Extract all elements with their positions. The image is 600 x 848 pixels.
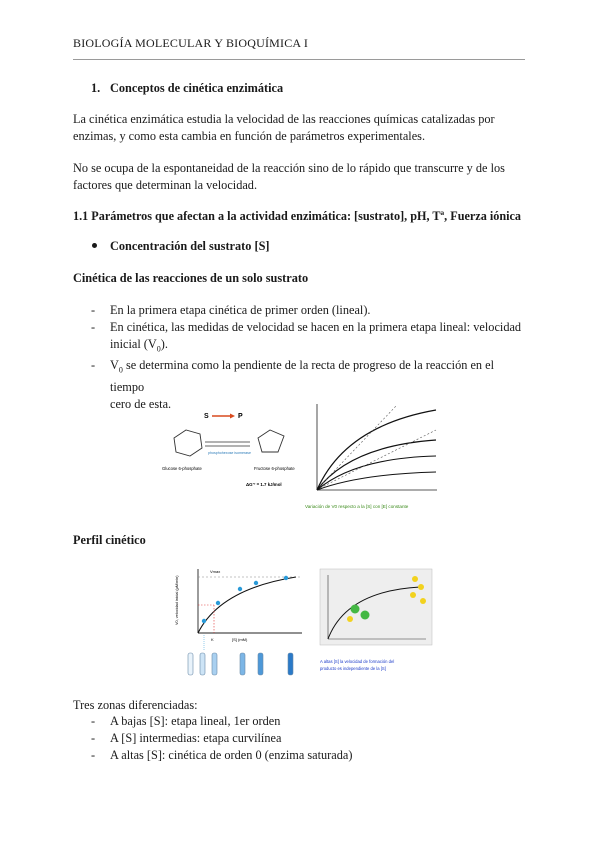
glucose-label: Glucose 6-phosphate	[162, 466, 202, 471]
kinetic-profile-heading: Perfil cinético	[73, 533, 146, 547]
test-tube-icon	[188, 653, 193, 675]
intro-p1-line1: La cinética enzimática estudia la velocidad de las reacciones químicas catalizadas por	[73, 112, 495, 126]
test-tube-icon	[200, 653, 205, 675]
substrate-icon	[412, 576, 418, 582]
reaction-p-label: P	[238, 413, 243, 420]
mm-y-axis-label: V0, velocidad inicial (µM/min)	[175, 575, 179, 625]
bullet-label: Concentración del sustrato [S]	[110, 239, 270, 253]
kinetics-heading: Cinética de las reacciones de un solo sustrato	[73, 271, 309, 285]
section-number: 1.	[91, 81, 101, 95]
list-dash: -	[91, 714, 96, 728]
progress-curve-4	[317, 472, 436, 490]
substrate-icon	[418, 584, 424, 590]
glucose-ring-icon	[174, 430, 202, 456]
test-tubes	[188, 653, 293, 675]
vmax-label: Vmax	[210, 569, 221, 574]
list-item: - A bajas [S]: etapa lineal, 1er orden	[91, 714, 281, 728]
zones-intro: Tres zonas diferenciadas:	[73, 698, 198, 712]
enzyme-icon	[351, 605, 360, 614]
section-title: Conceptos de cinética enzimática	[110, 81, 284, 95]
test-tube-icon	[258, 653, 263, 675]
data-point	[254, 581, 258, 585]
reaction-scheme	[162, 413, 295, 487]
list-item: - A altas [S]: cinética de orden 0 (enzima saturada)	[91, 748, 353, 762]
list-item: - En cinética, las medidas de velocidad se hacen en la primera etapa lineal: velocidad inicial $(V_0)$.	[91, 319, 531, 357]
fructose-label: Fructose 6-phosphate	[254, 466, 295, 471]
list-dash: -	[91, 358, 96, 373]
intro-paragraph-1	[73, 111, 495, 145]
zones-list	[91, 713, 531, 764]
reaction-arrowhead	[230, 414, 235, 419]
enzyme-label: phosphohexose isomerase	[208, 451, 251, 455]
michaelis-menten-chart	[175, 569, 302, 651]
list-item: - En la primera etapa cinética de primer orden (lineal).	[91, 303, 371, 317]
intro-paragraph-2	[73, 160, 505, 194]
list-item: - A [S] intermedias: etapa curvilínea	[91, 731, 282, 745]
data-point	[284, 576, 288, 580]
test-tube-icon	[240, 653, 245, 675]
list-item-line: inicial $(V_0)$.	[110, 337, 168, 354]
data-point	[238, 587, 242, 591]
mm-curve	[198, 577, 296, 633]
reaction-s-label: S	[204, 413, 209, 420]
intro-p1-line2: enzimas, y como esta cambia en función de parámetros experimentales.	[73, 129, 426, 143]
enzyme-icon	[361, 611, 370, 620]
figure-kinetic-profile	[170, 565, 440, 680]
list-dash: -	[91, 731, 96, 745]
figure2-caption-line1: A altas [S] la velocidad de formación del	[320, 659, 395, 664]
delta-g-label: ΔG'° = 1.7 kJ/mol	[246, 482, 282, 487]
fructose-ring-icon	[258, 430, 284, 452]
document-header: BIOLOGÍA MOLECULAR Y BIOQUÍMICA I	[73, 36, 309, 50]
data-point	[216, 601, 220, 605]
header-rule	[73, 59, 525, 60]
mm-x-axis-label: [S] (mM)	[232, 637, 248, 642]
subsection-title: 1.1 Parámetros que afectan a la actividad enzimática: [sustrato], pH, Tª, Fuerza iónica	[73, 209, 521, 223]
figure1-caption: Variación de V0 respecto a la [S] con [E] constante	[305, 504, 409, 509]
substrate-icon	[347, 616, 353, 622]
intro-p2-line2: factores que determinan la velocidad.	[73, 178, 258, 192]
list-dash: -	[91, 320, 96, 334]
saturation-illustration	[320, 569, 432, 671]
substrate-icon	[420, 598, 426, 604]
figure2-caption-line2: producto es independiente de la [S]	[320, 666, 386, 671]
initial-slope-line-1	[320, 406, 396, 486]
test-tube-icon	[288, 653, 293, 675]
list-dash: -	[91, 748, 96, 762]
list-item-line: $V_0$ se determina como la pendiente de la recta de progreso de la reacción en el tiempo	[110, 358, 495, 394]
progress-curves-chart	[317, 404, 437, 490]
km-label: K	[211, 637, 214, 642]
intro-p2-line1: No se ocupa de la espontaneidad de la reacción sino de lo rápido que transcurre y de los	[73, 161, 505, 175]
substrate-icon	[410, 592, 416, 598]
data-point	[202, 619, 206, 623]
figure-reaction-and-progress	[160, 396, 450, 516]
bullet-dot	[92, 243, 97, 248]
test-tube-icon	[212, 653, 217, 675]
progress-curve-2	[317, 440, 436, 490]
list-item: - $V_0$ se determina como la pendiente de la recta de progreso de la reacción en el tiempo cero de esta.	[91, 357, 531, 412]
list-dash: -	[91, 303, 96, 317]
